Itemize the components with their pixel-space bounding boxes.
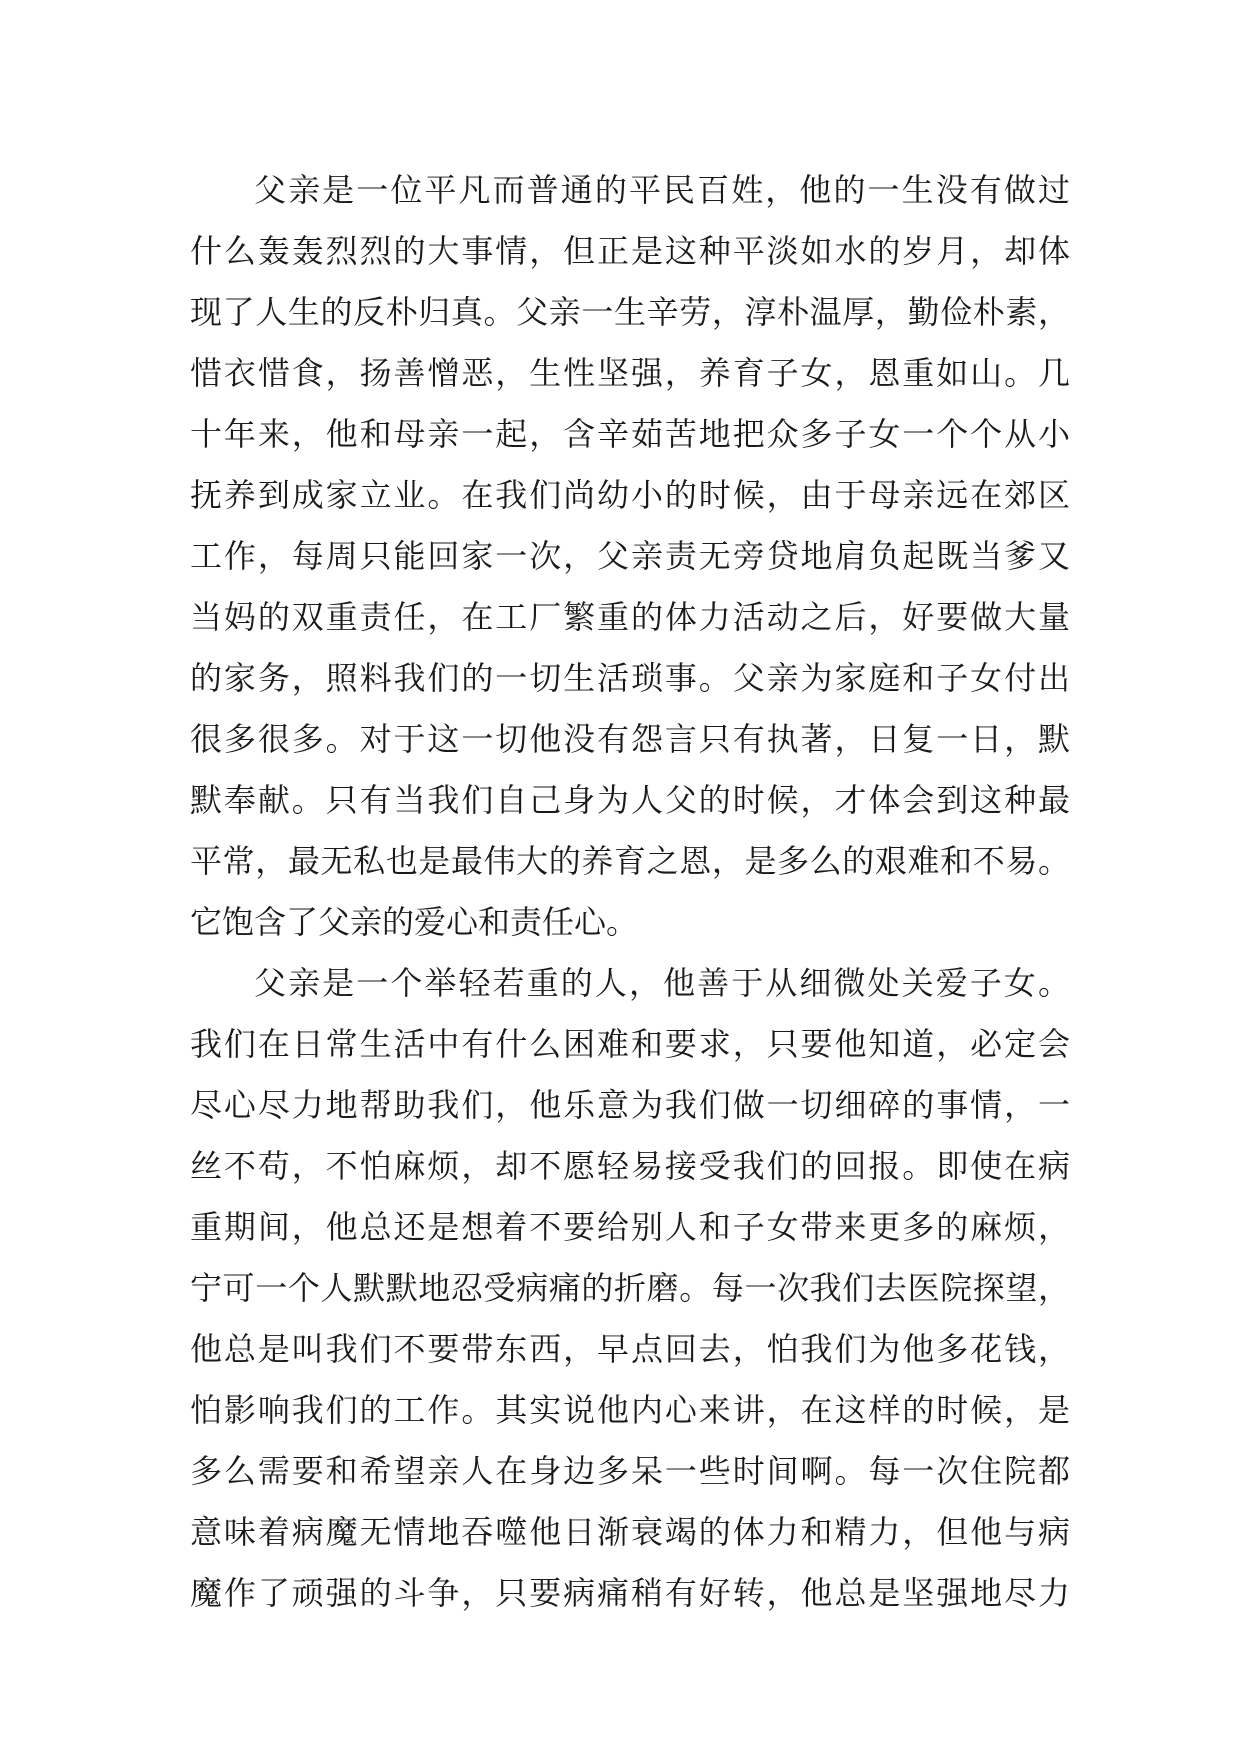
paragraph-line: 默奉献。只有当我们自己身为人父的时候，才体会到这种最	[190, 781, 1070, 819]
paragraph-line: 它饱含了父亲的爱心和责任心。	[190, 903, 639, 941]
paragraph-line: 平常，最无私也是最伟大的养育之恩，是多么的艰难和不易。	[190, 842, 1070, 880]
paragraph-line: 意味着病魔无情地吞噬他日渐衰竭的体力和精力，但他与病	[190, 1513, 1070, 1551]
paragraph-line: 工作，每周只能回家一次，父亲责无旁贷地肩负起既当爹又	[190, 537, 1070, 575]
paragraph-line: 的家务，照料我们的一切生活琐事。父亲为家庭和子女付出	[190, 659, 1070, 697]
paragraph-line: 当妈的双重责任，在工厂繁重的体力活动之后，好要做大量	[190, 598, 1070, 636]
paragraph-line: 宁可一个人默默地忍受病痛的折磨。每一次我们去医院探望，	[190, 1269, 1070, 1307]
paragraph-line: 惜衣惜食，扬善憎恶，生性坚强，养育子女，恩重如山。几	[190, 354, 1070, 392]
paragraph-line: 什么轰轰烈烈的大事情，但正是这种平淡如水的岁月，却体	[190, 232, 1070, 270]
paragraph-line: 重期间，他总还是想着不要给别人和子女带来更多的麻烦，	[190, 1208, 1070, 1246]
paragraph-line: 很多很多。对于这一切他没有怨言只有执著，日复一日，默	[190, 720, 1070, 758]
paragraph-line: 丝不苟，不怕麻烦，却不愿轻易接受我们的回报。即使在病	[190, 1147, 1070, 1185]
paragraph-line: 魔作了顽强的斗争，只要病痛稍有好转，他总是坚强地尽力	[190, 1574, 1070, 1612]
paragraph-line: 现了人生的反朴归真。父亲一生辛劳，淳朴温厚，勤俭朴素，	[190, 293, 1070, 331]
paragraph-line: 尽心尽力地帮助我们，他乐意为我们做一切细碎的事情，一	[190, 1086, 1070, 1124]
paragraph-line: 抚养到成家立业。在我们尚幼小的时候，由于母亲远在郊区	[190, 476, 1070, 514]
paragraph-line: 他总是叫我们不要带东西，早点回去，怕我们为他多花钱，	[190, 1330, 1070, 1368]
paragraph-line: 十年来，他和母亲一起，含辛茹苦地把众多子女一个个从小	[190, 415, 1070, 453]
paragraph-line: 怕影响我们的工作。其实说他内心来讲，在这样的时候，是	[190, 1391, 1070, 1429]
paragraph-2	[190, 953, 1070, 1624]
paragraph-line: 我们在日常生活中有什么困难和要求，只要他知道，必定会	[190, 1025, 1070, 1063]
paragraph-line: 父亲是一个举轻若重的人，他善于从细微处关爱子女。	[254, 964, 1070, 1002]
paragraph-line: 多么需要和希望亲人在身边多呆一些时间啊。每一次住院都	[190, 1452, 1070, 1490]
paragraph-line: 父亲是一位平凡而普通的平民百姓，他的一生没有做过	[254, 171, 1070, 209]
paragraph-1	[190, 160, 1070, 953]
body-text	[190, 160, 1070, 1624]
